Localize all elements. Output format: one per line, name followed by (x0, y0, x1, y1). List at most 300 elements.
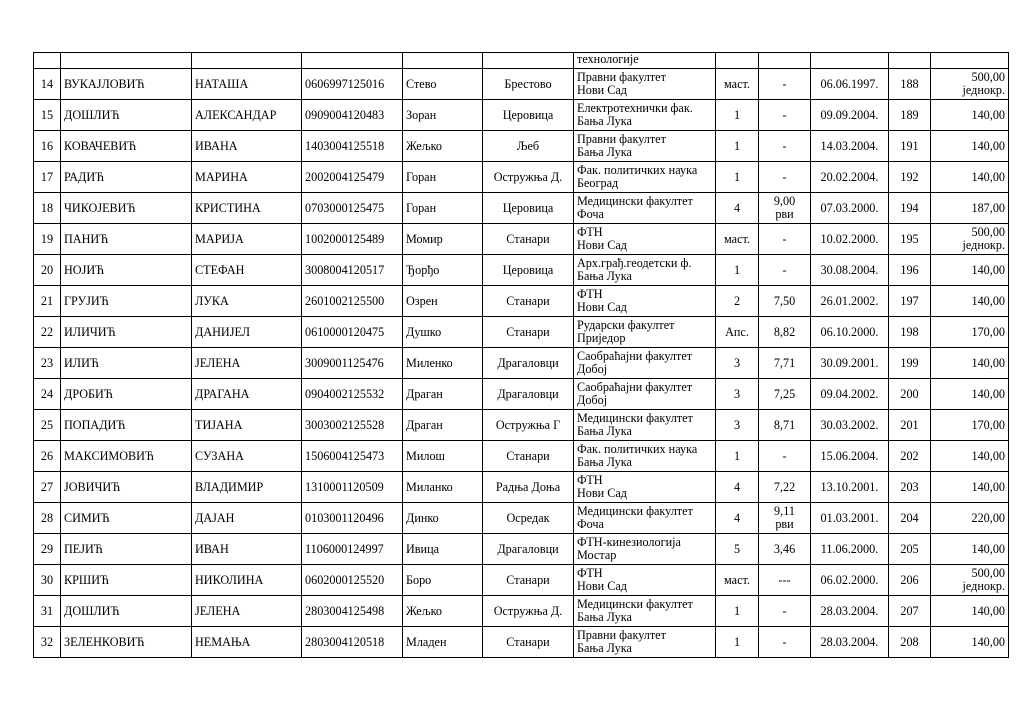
father-text: Стево (406, 76, 437, 91)
average-cell (759, 317, 811, 348)
fac1-text: ФТН (577, 473, 603, 487)
surname-text: ПОПАДИЋ (64, 417, 126, 432)
avg1-text: - (782, 138, 787, 153)
jmbg-cell (302, 534, 403, 565)
table-row (34, 286, 1009, 317)
row-number (34, 472, 61, 503)
row-number (34, 162, 61, 193)
jmbg-text: 2803004125498 (305, 603, 385, 618)
jmbg-text: 3008004120517 (305, 262, 385, 277)
date-of-birth-cell (811, 131, 889, 162)
father-text: Жељко (406, 603, 442, 618)
place-cell (483, 193, 574, 224)
amt1-text: 140,00 (971, 169, 1005, 184)
fac2-text: Фоча (577, 207, 604, 221)
jmbg-cell (302, 472, 403, 503)
avg1-text: 7,71 (773, 355, 796, 370)
avg1-text: - (782, 603, 787, 618)
avg1-text: --- (778, 572, 791, 587)
table-row-continued (34, 53, 1009, 69)
fac1-text: ФТН (577, 225, 603, 239)
amount-cell (931, 379, 1009, 410)
no-text: 22 (40, 324, 54, 339)
amt1-text: 170,00 (971, 417, 1005, 432)
place-text: Драгаловци (497, 541, 559, 556)
no-text: 14 (40, 76, 54, 91)
fac2-text: Бања Лука (577, 455, 632, 469)
fac2-text: Нови Сад (577, 486, 627, 500)
row-number (34, 255, 61, 286)
jmbg-text: 1002000125489 (305, 231, 385, 246)
date-of-birth-cell (811, 503, 889, 534)
year-text: 4 (733, 479, 741, 494)
no-text: 30 (40, 572, 54, 587)
record-number-cell (889, 534, 931, 565)
surname-cell (61, 410, 192, 441)
surname-cell (61, 162, 192, 193)
year-text: 1 (733, 448, 741, 463)
date-of-birth-cell (811, 224, 889, 255)
jmbg-text: 2601002125500 (305, 293, 385, 308)
faculty-cell (574, 410, 716, 441)
record-number-cell (889, 162, 931, 193)
surname-text: НОЈИЋ (64, 262, 105, 277)
place-text: Станари (506, 634, 550, 649)
year-cell (716, 472, 759, 503)
amount-cell (931, 286, 1009, 317)
num-text: 197 (900, 293, 919, 308)
no-text: 18 (40, 200, 54, 215)
place-cell (483, 69, 574, 100)
name-text: ТИЈАНА (195, 417, 243, 432)
fac2-text: Фоча (577, 517, 604, 531)
place-cell (483, 100, 574, 131)
surname-cell (61, 503, 192, 534)
avg1-text: 7,22 (773, 479, 796, 494)
amount-cell (931, 131, 1009, 162)
dob-text: 10.02.2000. (820, 231, 879, 246)
date-of-birth-cell (811, 193, 889, 224)
amount-cell (931, 193, 1009, 224)
date-of-birth-cell (811, 441, 889, 472)
no-text: 20 (40, 262, 54, 277)
fac1-text: Фак. политичких наука (577, 442, 698, 456)
jmbg-text: 1310001120509 (305, 479, 384, 494)
fac1-text: ФТН (577, 287, 603, 301)
jmbg-cell (302, 317, 403, 348)
father-text: Ђорђо (406, 262, 440, 277)
name-cell (192, 100, 302, 131)
num-text: 188 (900, 76, 919, 91)
amt1-text: 140,00 (971, 603, 1005, 618)
place-text: Брестово (504, 76, 552, 91)
avg2-text: рви (775, 207, 794, 221)
record-number-cell (889, 627, 931, 658)
avg1-text: - (782, 169, 787, 184)
avg1-text: - (782, 231, 787, 246)
avg1-text: - (782, 634, 787, 649)
amount-cell (931, 503, 1009, 534)
fac1-text: Саобраћајни факултет (577, 380, 693, 394)
fac1-text: Арх.грађ.геодетски ф. (577, 256, 692, 270)
date-of-birth-cell (811, 534, 889, 565)
jmbg-text: 0904002125532 (305, 386, 385, 401)
row-number (34, 317, 61, 348)
average-cell (759, 255, 811, 286)
table-row (34, 534, 1009, 565)
average-cell (759, 69, 811, 100)
faculty-cell (574, 565, 716, 596)
dob-text: 07.03.2000. (820, 200, 879, 215)
surname-cell (61, 627, 192, 658)
name-cell (192, 503, 302, 534)
record-number-cell (889, 255, 931, 286)
jmbg-cell (302, 379, 403, 410)
father-name-cell (403, 193, 483, 224)
name-text: ВЛАДИМИР (195, 479, 264, 494)
faculty-cell (574, 131, 716, 162)
avg1-text: - (782, 107, 787, 122)
surname-cell (61, 441, 192, 472)
amount-cell (931, 441, 1009, 472)
amount-cell (931, 100, 1009, 131)
place-cell (483, 596, 574, 627)
avg2-text: рви (775, 517, 794, 531)
year-cell (716, 565, 759, 596)
fac2-text: Нови Сад (577, 83, 627, 97)
fac1-text: Правни факултет (577, 70, 666, 84)
jmbg-text: 1403004125518 (305, 138, 385, 153)
amt1-text: 140,00 (971, 634, 1005, 649)
table-row (34, 131, 1009, 162)
num-text: 207 (900, 603, 919, 618)
no-text: 29 (40, 541, 54, 556)
avg1-text: 9,00 (773, 194, 796, 208)
no-text: 23 (40, 355, 54, 370)
average-cell (759, 565, 811, 596)
fac1-text: Правни факултет (577, 628, 666, 642)
year-text: 1 (733, 169, 741, 184)
record-number-cell (889, 131, 931, 162)
name-cell (192, 317, 302, 348)
row-number (34, 193, 61, 224)
row-number (34, 503, 61, 534)
year-text: 3 (733, 355, 741, 370)
name-cell (192, 162, 302, 193)
year-cell (716, 162, 759, 193)
faculty-cell (574, 255, 716, 286)
dob-text: 20.02.2004. (820, 169, 879, 184)
place-text: Церовица (502, 262, 554, 277)
name-cell (192, 255, 302, 286)
dob-text: 14.03.2004. (820, 138, 879, 153)
name-cell (192, 410, 302, 441)
place-text: Остружња Д. (493, 603, 563, 618)
place-text: Церовица (502, 107, 554, 122)
amount-cell (931, 69, 1009, 100)
year-cell (716, 69, 759, 100)
amount-cell (931, 348, 1009, 379)
place-text: Станари (506, 293, 550, 308)
amount-cell (931, 224, 1009, 255)
amount-cell (931, 565, 1009, 596)
father-name-cell (403, 131, 483, 162)
surname-text: ВУКАЈЛОВИЋ (64, 76, 145, 91)
fac1-text: ФТН (577, 566, 603, 580)
fac2-text: Добој (577, 362, 608, 376)
year-cell (716, 255, 759, 286)
place-cell (483, 534, 574, 565)
surname-cell (61, 131, 192, 162)
amt2-text: једнокр. (962, 579, 1005, 593)
average-cell (759, 193, 811, 224)
name-text: МАРИЈА (195, 231, 244, 246)
place-cell (483, 317, 574, 348)
table-row (34, 255, 1009, 286)
num-text: 191 (900, 138, 919, 153)
scholarship-table (33, 52, 1009, 658)
father-name-cell (403, 534, 483, 565)
name-cell (192, 286, 302, 317)
faculty-cell: технологије (574, 53, 716, 69)
father-text: Душко (406, 324, 442, 339)
surname-cell (61, 379, 192, 410)
amt1-text: 140,00 (971, 107, 1005, 122)
faculty-cell (574, 441, 716, 472)
fac1-text: Електротехнички фак. (577, 101, 693, 115)
name-text: КРИСТИНА (195, 200, 261, 215)
amt2-text: једнокр. (962, 83, 1005, 97)
fac2-text: Бања Лука (577, 610, 632, 624)
avg1-text: 9,11 (774, 504, 795, 518)
place-cell (483, 410, 574, 441)
amt1-text: 500,00 (971, 70, 1005, 84)
date-of-birth-cell (811, 317, 889, 348)
dob-text: 09.09.2004. (820, 107, 879, 122)
jmbg-cell (302, 441, 403, 472)
record-number-cell (889, 317, 931, 348)
surname-text: ЧИКОЈЕВИЋ (64, 200, 136, 215)
surname-text: ГРУЈИЋ (64, 293, 109, 308)
table-row (34, 162, 1009, 193)
place-text: Станари (506, 448, 550, 463)
year-cell (716, 286, 759, 317)
father-text: Динко (406, 510, 439, 525)
dob-text: 01.03.2001. (820, 510, 879, 525)
jmbg-text: 0606997125016 (305, 76, 385, 91)
surname-cell (61, 348, 192, 379)
dob-text: 15.06.2004. (820, 448, 879, 463)
surname-cell (61, 565, 192, 596)
date-of-birth-cell (811, 100, 889, 131)
place-text: Радња Доња (495, 479, 561, 494)
amt1-text: 140,00 (971, 293, 1005, 308)
year-cell (716, 596, 759, 627)
father-text: Миланко (406, 479, 453, 494)
name-cell (192, 379, 302, 410)
avg1-text: - (782, 262, 787, 277)
row-number (34, 596, 61, 627)
faculty-cell (574, 193, 716, 224)
amt1-text: 500,00 (971, 566, 1005, 580)
table-row (34, 503, 1009, 534)
num-text: 205 (900, 541, 919, 556)
row-number (34, 379, 61, 410)
year-text: 5 (733, 541, 741, 556)
num-text: 192 (900, 169, 919, 184)
row-number (34, 286, 61, 317)
jmbg-text: 0610000120475 (305, 324, 385, 339)
amt1-text: 220,00 (971, 510, 1005, 525)
surname-cell (61, 317, 192, 348)
surname-cell (61, 193, 192, 224)
dob-text: 30.08.2004. (820, 262, 879, 277)
name-text: ИВАН (195, 541, 229, 556)
dob-text: 09.04.2002. (820, 386, 879, 401)
fac1-text: ФТН-кинезиологија (577, 535, 681, 549)
surname-text: КРШИЋ (64, 572, 110, 587)
place-cell (483, 441, 574, 472)
amt1-text: 140,00 (971, 479, 1005, 494)
surname-text: ПАНИЋ (64, 231, 109, 246)
name-cell (192, 441, 302, 472)
fac2-text: Београд (577, 176, 619, 190)
average-cell (759, 503, 811, 534)
no-text: 16 (40, 138, 54, 153)
father-text: Миленко (406, 355, 453, 370)
avg1-text: - (782, 76, 787, 91)
surname-text: ДОШЛИЋ (64, 603, 120, 618)
amt1-text: 140,00 (971, 541, 1005, 556)
father-name-cell (403, 286, 483, 317)
year-cell (716, 503, 759, 534)
faculty-cell (574, 317, 716, 348)
place-cell (483, 224, 574, 255)
surname-cell (61, 534, 192, 565)
dob-text: 06.02.2000. (820, 572, 879, 587)
record-number-cell (889, 100, 931, 131)
amount-cell (931, 255, 1009, 286)
row-number (34, 410, 61, 441)
amt1-text: 187,00 (971, 200, 1005, 215)
place-text: Остружња Г (495, 417, 561, 432)
avg1-text: - (782, 448, 787, 463)
name-text: ДРАГАНА (195, 386, 250, 401)
row-number (34, 348, 61, 379)
year-cell (716, 348, 759, 379)
surname-cell (61, 69, 192, 100)
name-text: ЈЕЛЕНА (195, 603, 241, 618)
year-cell (716, 193, 759, 224)
place-cell (483, 348, 574, 379)
row-number (34, 565, 61, 596)
table-row (34, 193, 1009, 224)
dob-text: 13.10.2001. (820, 479, 879, 494)
jmbg-text: 3009001125476 (305, 355, 384, 370)
row-number (34, 224, 61, 255)
num-text: 196 (900, 262, 919, 277)
date-of-birth-cell (811, 162, 889, 193)
fac1-text: Медицински факултет (577, 504, 693, 518)
father-text: Горан (406, 200, 437, 215)
dob-text: 30.09.2001. (820, 355, 879, 370)
faculty-cell (574, 627, 716, 658)
row-number (34, 534, 61, 565)
year-text: 4 (733, 510, 741, 525)
dob-text: 28.03.2004. (820, 634, 879, 649)
name-cell (192, 131, 302, 162)
avg1-text: 3,46 (773, 541, 796, 556)
year-cell (716, 224, 759, 255)
jmbg-cell (302, 348, 403, 379)
avg1-text: 7,25 (773, 386, 796, 401)
no-text: 32 (40, 634, 54, 649)
amt1-text: 140,00 (971, 262, 1005, 277)
fac2-text: Приједор (577, 331, 626, 345)
faculty-cell (574, 503, 716, 534)
fac2-text: Добој (577, 393, 608, 407)
average-cell (759, 472, 811, 503)
table-row (34, 100, 1009, 131)
date-of-birth-cell (811, 69, 889, 100)
surname-cell (61, 255, 192, 286)
year-text: 1 (733, 262, 741, 277)
date-of-birth-cell (811, 472, 889, 503)
surname-cell (61, 596, 192, 627)
year-text: 2 (733, 293, 741, 308)
average-cell (759, 162, 811, 193)
surname-text: ИЛИЧИЋ (64, 324, 116, 339)
num-text: 189 (900, 107, 919, 122)
name-text: НИКОЛИНА (195, 572, 264, 587)
father-name-cell (403, 503, 483, 534)
num-text: 203 (900, 479, 919, 494)
average-cell (759, 100, 811, 131)
jmbg-text: 0703000125475 (305, 200, 385, 215)
jmbg-cell (302, 286, 403, 317)
fac2-text: Бања Лука (577, 145, 632, 159)
faculty-cell (574, 472, 716, 503)
surname-text: ДРОБИЋ (64, 386, 113, 401)
father-text: Ивица (406, 541, 440, 556)
dob-text: 28.03.2004. (820, 603, 879, 618)
faculty-cell (574, 379, 716, 410)
name-cell (192, 224, 302, 255)
num-text: 208 (900, 634, 919, 649)
jmbg-cell (302, 69, 403, 100)
avg1-text: 7,50 (773, 293, 796, 308)
jmbg-text: 0103001120496 (305, 510, 384, 525)
record-number-cell (889, 348, 931, 379)
place-cell (483, 379, 574, 410)
row-number (34, 627, 61, 658)
place-text: Станари (506, 231, 550, 246)
father-name-cell (403, 100, 483, 131)
place-cell (483, 472, 574, 503)
average-cell (759, 534, 811, 565)
father-name-cell (403, 162, 483, 193)
name-text: ДАНИЈЕЛ (195, 324, 251, 339)
year-cell (716, 379, 759, 410)
jmbg-text: 3003002125528 (305, 417, 385, 432)
record-number-cell (889, 472, 931, 503)
average-cell (759, 410, 811, 441)
table-row (34, 472, 1009, 503)
father-text: Драган (406, 386, 443, 401)
place-text: Драгаловци (497, 355, 559, 370)
amount-cell (931, 410, 1009, 441)
amt1-text: 140,00 (971, 448, 1005, 463)
